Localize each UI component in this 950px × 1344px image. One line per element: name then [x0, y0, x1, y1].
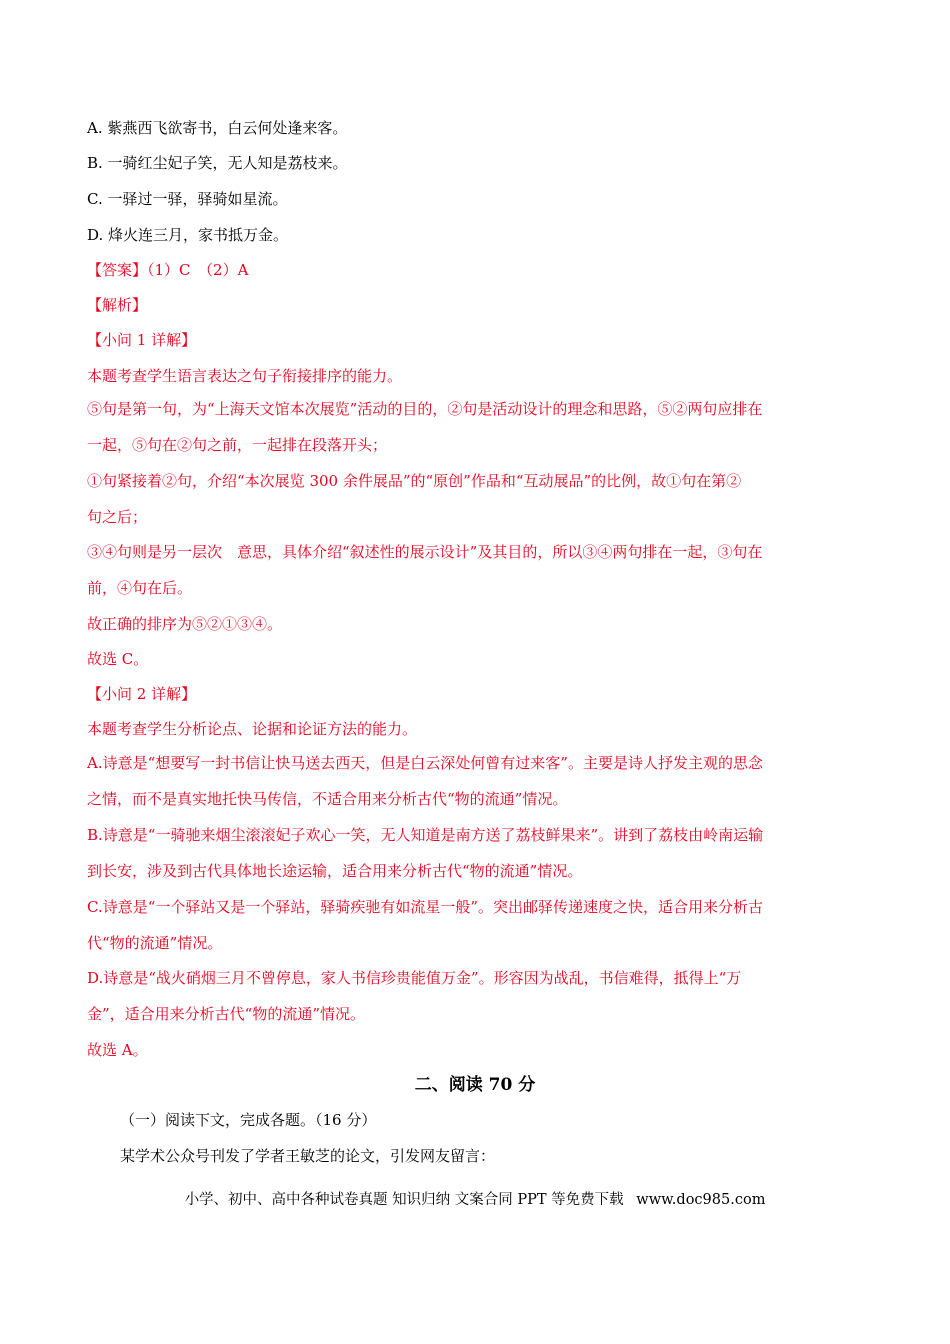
subsection-heading: （一）阅读下文，完成各题。（16 分）: [120, 1111, 377, 1129]
analysis-label: 【解析】: [87, 296, 148, 314]
option-b: B. 一骑红尘妃子笑，无人知是荔枝来。: [87, 154, 348, 172]
q1-line: 前，④句在后。: [87, 579, 193, 597]
option-a: A. 紫燕西飞欲寄书，白云何处逢来客。: [87, 119, 348, 137]
q2-line: 本题考查学生分析论点、论据和论证方法的能力。: [87, 720, 418, 738]
q2-line: 故选 A。: [87, 1041, 148, 1059]
q1-line: 故选 C。: [87, 650, 149, 668]
q1-line: 故正确的排序为⑤②①③④。: [87, 615, 283, 633]
q2-line: 到长安，涉及到古代具体地长途运输，适合用来分析古代“物的流通”情况。: [87, 862, 583, 880]
option-c: C. 一驿过一驿，驿骑如星流。: [87, 190, 288, 208]
q2-line: A.诗意是“想要写一封书信让快马送去西天，但是白云深处何曾有过来客”。主要是诗人抒发主观的思念: [87, 754, 763, 772]
footer-text: 小学、初中、高中各种试卷真题 知识归纳 文案合同 PPT 等免费下载: [184, 1192, 624, 1208]
q2-line: B.诗意是“一骑驰来烟尘滚滚妃子欢心一笑，无人知道是南方送了荔枝鲜果来”。讲到了荔枝由岭南运输: [87, 826, 764, 844]
q1-line: ③④句则是另一层次 意思，具体介绍“叙述性的展示设计”及其目的，所以③④两句排在一起，③句在: [87, 543, 763, 561]
answer-line: [87, 260, 248, 280]
answer-label: 【答案】: [87, 261, 148, 279]
intro-paragraph: 某学术公众号刊发了学者王敏芝的论文，引发网友留言：: [120, 1147, 496, 1165]
answer-text: （1）C （2）A: [147, 261, 249, 279]
q2-line: D.诗意是“战火硝烟三月不曾停息，家人书信珍贵能值万金”。形容因为战乱，书信难得，抵得上“万: [87, 969, 742, 987]
q2-header: 【小问 2 详解】: [87, 685, 197, 703]
q2-line: C.诗意是“一个驿站又是一个驿站，驿骑疾驰有如流星一般”。突出邮驿传递速度之快，适合用来分析古: [87, 898, 764, 916]
q1-line: 句之后；: [87, 508, 148, 526]
q1-line: 本题考查学生语言表达之句子衔接排序的能力。: [87, 367, 403, 385]
option-d: D. 烽火连三月，家书抵万金。: [87, 226, 289, 244]
q2-line: 代“物的流通”情况。: [87, 934, 223, 952]
q2-line: 之情，而不是真实地托快马传信，不适合用来分析古代“物的流通”情况。: [87, 790, 568, 808]
q1-line: 一起，⑤句在②句之前，一起排在段落开头；: [87, 436, 388, 454]
footer-site-link[interactable]: www.doc985.com: [636, 1192, 766, 1208]
q1-header: 【小问 1 详解】: [87, 331, 197, 349]
section-title: 二、阅读 70 分: [414, 1075, 536, 1095]
q1-line: ①句紧接着②句，介绍“本次展览 300 余件展品”的“原创”作品和“互动展品”的比例，故①句在第②: [87, 472, 742, 490]
q1-line: ⑤句是第一句，为“上海天文馆本次展览”活动的目的，②句是活动设计的理念和思路，⑤②两句应排在: [87, 400, 763, 418]
footer: [0, 1190, 950, 1210]
q2-line: 金”，适合用来分析古代“物的流通”情况。: [87, 1005, 366, 1023]
